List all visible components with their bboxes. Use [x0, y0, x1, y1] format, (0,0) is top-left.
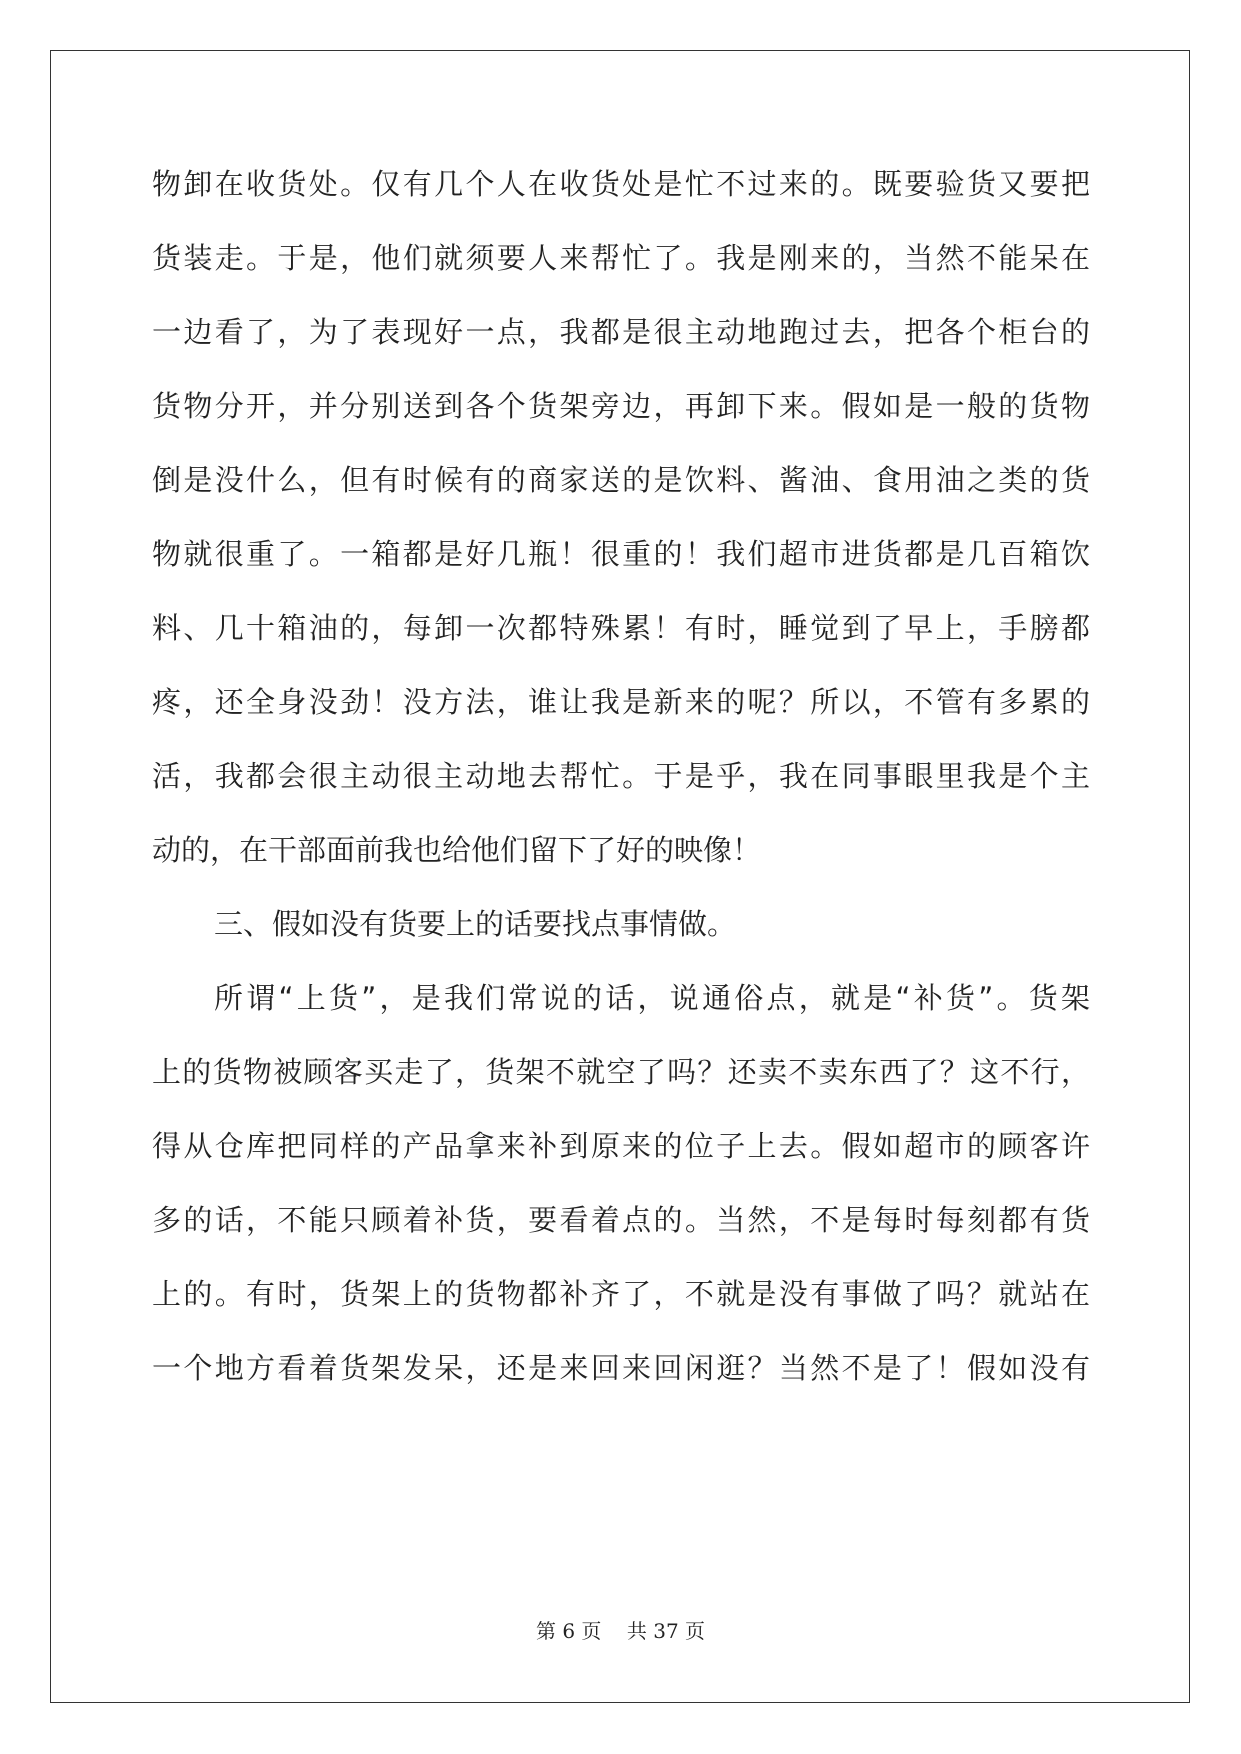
text-line: 物卸在收货处。仅有几个人在收货处是忙不过来的。既要验货又要把 [152, 167, 1090, 201]
section-heading: 三、假如没有货要上的话要找点事情做。 [214, 907, 737, 941]
text-line: 得从仓库把同样的产品拿来补到原来的位子上去。假如超市的顾客许 [152, 1129, 1090, 1163]
text-line: 多的话，不能只顾着补货，要看着点的。当然，不是每时每刻都有货 [152, 1203, 1090, 1237]
page-border [50, 50, 1190, 1703]
page-footer [0, 1615, 1241, 1644]
text-line: 上的货物被顾客买走了，货架不就空了吗？还卖不卖东西了？这不行， [152, 1055, 1090, 1089]
text-line: 活，我都会很主动很主动地去帮忙。于是乎，我在同事眼里我是个主 [152, 759, 1090, 793]
text-line: 所谓“上货”，是我们常说的话，说通俗点，就是“补货”。货架 [214, 981, 1090, 1015]
text-line: 一边看了，为了表现好一点，我都是很主动地跑过去，把各个柜台的 [152, 315, 1090, 349]
text-line: 物就很重了。一箱都是好几瓶！很重的！我们超市进货都是几百箱饮 [152, 537, 1090, 571]
text-line: 货物分开，并分别送到各个货架旁边，再卸下来。假如是一般的货物 [152, 389, 1090, 423]
text-line: 上的。有时，货架上的货物都补齐了，不就是没有事做了吗？就站在 [152, 1277, 1090, 1311]
text-line: 疼，还全身没劲！没方法，谁让我是新来的呢？所以，不管有多累的 [152, 685, 1090, 719]
total-pages: 共 37 页 [626, 1619, 706, 1643]
text-line: 料、几十箱油的，每卸一次都特殊累！有时，睡觉到了早上，手膀都 [152, 611, 1090, 645]
text-line: 货装走。于是，他们就须要人来帮忙了。我是刚来的，当然不能呆在 [152, 241, 1090, 275]
text-line: 动的，在干部面前我也给他们留下了好的映像！ [152, 833, 762, 867]
text-line: 一个地方看着货架发呆，还是来回来回闲逛？当然不是了！假如没有 [152, 1351, 1090, 1385]
page-number: 第 6 页 [535, 1619, 602, 1643]
text-line: 倒是没什么，但有时候有的商家送的是饮料、酱油、食用油之类的货 [152, 463, 1090, 497]
